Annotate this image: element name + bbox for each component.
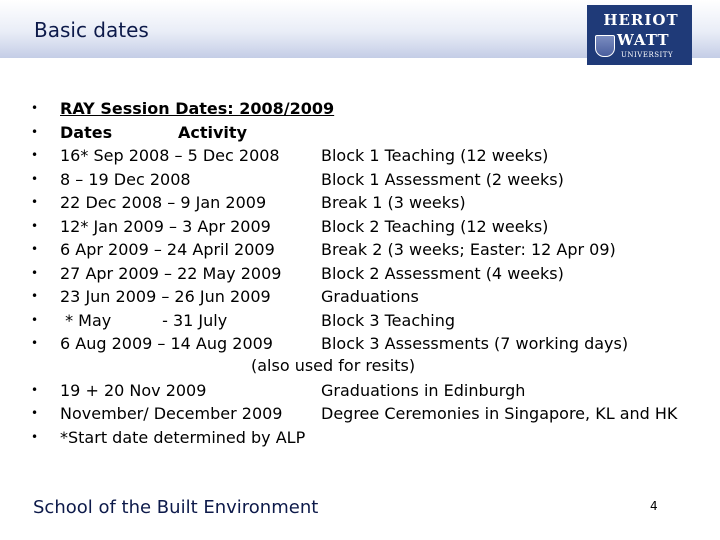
date-range: 16* Sep 2008 – 5 Dec 2008 bbox=[60, 146, 280, 165]
bullet-icon: • bbox=[31, 312, 39, 327]
bullet-icon: • bbox=[31, 148, 39, 162]
list-item bbox=[31, 168, 711, 192]
footnote-text: *Start date determined by ALP bbox=[60, 427, 306, 447]
list-item bbox=[31, 144, 711, 168]
activity: Block 2 Assessment (4 weeks) bbox=[321, 263, 564, 283]
activity: Block 1 Teaching (12 weeks) bbox=[321, 146, 549, 165]
bullet-icon: • bbox=[31, 336, 39, 350]
bullet-icon: • bbox=[31, 289, 39, 303]
bullet-icon: • bbox=[31, 429, 39, 444]
activity: Block 3 Teaching bbox=[321, 310, 456, 330]
activity: Graduations bbox=[321, 287, 419, 306]
date-range: 22 Dec 2008 – 9 Jan 2009 bbox=[60, 193, 267, 212]
date-range: * May - 31 July bbox=[60, 310, 228, 330]
date-range: 12* Jan 2009 – 3 Apr 2009 bbox=[60, 216, 271, 236]
list-item bbox=[31, 379, 711, 403]
logo-text-university: UNIVERSITY bbox=[621, 51, 674, 59]
bullet-icon: • bbox=[31, 171, 39, 186]
bullet-icon: • bbox=[31, 242, 39, 256]
list-item-footnote bbox=[31, 426, 711, 450]
heriot-watt-logo bbox=[587, 5, 692, 65]
list-item bbox=[31, 238, 711, 262]
dates-list bbox=[31, 97, 711, 449]
date-range: 6 Apr 2009 – 24 April 2009 bbox=[60, 240, 275, 259]
university-crest-icon bbox=[595, 35, 615, 57]
bullet-icon: • bbox=[31, 195, 39, 209]
date-range: November/ December 2009 bbox=[60, 404, 283, 423]
list-item-column-headers bbox=[31, 121, 711, 145]
list-item bbox=[31, 285, 711, 309]
bullet-icon: • bbox=[31, 382, 39, 397]
logo-text-watt: WATT bbox=[617, 31, 670, 49]
date-range: 19 + 20 Nov 2009 bbox=[60, 380, 207, 400]
bullet-icon: • bbox=[31, 101, 39, 115]
logo-text-heriot: HERIOT bbox=[603, 11, 679, 29]
page-number: 4 bbox=[650, 499, 658, 513]
activity: Block 1 Assessment (2 weeks) bbox=[321, 169, 564, 189]
bullet-icon: • bbox=[31, 406, 39, 420]
activity: Break 2 (3 weeks; Easter: 12 Apr 09) bbox=[321, 240, 616, 259]
slide-title: Basic dates bbox=[34, 18, 149, 42]
bullet-icon: • bbox=[31, 124, 39, 139]
resits-note bbox=[31, 356, 711, 375]
column-header-dates: Dates bbox=[60, 122, 113, 142]
resits-note-text: (also used for resits) bbox=[251, 355, 416, 375]
list-item bbox=[31, 215, 711, 239]
activity: Block 2 Teaching (12 weeks) bbox=[321, 216, 549, 236]
list-item bbox=[31, 191, 711, 215]
school-name: School of the Built Environment bbox=[33, 497, 319, 518]
bullet-icon: • bbox=[31, 218, 39, 233]
list-item-heading bbox=[31, 97, 711, 121]
date-range: 27 Apr 2009 – 22 May 2009 bbox=[60, 263, 282, 283]
activity: Block 3 Assessments (7 working days) bbox=[321, 334, 629, 353]
column-header-activity: Activity bbox=[178, 122, 247, 142]
list-item bbox=[31, 332, 711, 356]
session-heading: RAY Session Dates: 2008/2009 bbox=[60, 99, 335, 118]
bullet-icon: • bbox=[31, 265, 39, 280]
activity: Break 1 (3 weeks) bbox=[321, 193, 466, 212]
activity: Degree Ceremonies in Singapore, KL and HK bbox=[321, 404, 678, 423]
activity: Graduations in Edinburgh bbox=[321, 380, 526, 400]
list-item bbox=[31, 402, 711, 426]
list-item bbox=[31, 262, 711, 286]
date-range: 23 Jun 2009 – 26 Jun 2009 bbox=[60, 287, 271, 306]
date-range: 8 – 19 Dec 2008 bbox=[60, 169, 191, 189]
date-range: 6 Aug 2009 – 14 Aug 2009 bbox=[60, 334, 273, 353]
list-item bbox=[31, 309, 711, 333]
